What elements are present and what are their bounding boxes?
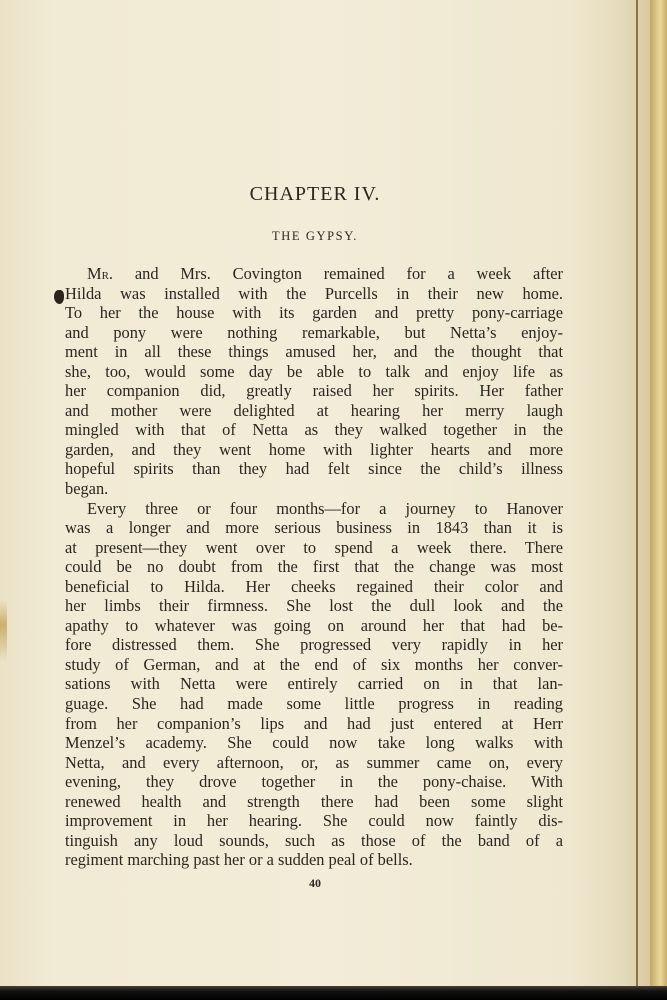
line-text: at present—they went over to spend a week there. There	[65, 537, 563, 557]
line-text: renewed health and strength there had been some slight	[65, 791, 563, 811]
margin-stain	[0, 600, 7, 662]
text-line	[65, 792, 563, 812]
text-line	[65, 714, 563, 734]
line-text: her limbs their firmness. She lost the dull look and the	[65, 596, 563, 616]
text-line	[65, 420, 563, 440]
line-text: Netta, and every afternoon, or, as summer came on, every	[65, 752, 563, 772]
text-line	[65, 772, 563, 792]
text-line	[65, 342, 563, 362]
text-line	[65, 694, 563, 714]
line-text: her companion did, greatly raised her spirits. Her father	[65, 381, 563, 401]
text-line	[65, 733, 563, 753]
body-text	[65, 264, 563, 870]
line-text: beneficial to Hilda. Her cheeks regained their color and	[65, 576, 563, 596]
page-number: 40	[309, 876, 321, 890]
text-line	[65, 401, 563, 421]
line-text: was a longer and more serious business in 1843 than it is	[65, 518, 563, 538]
line-text: began.	[65, 479, 109, 499]
line-text: sations with Netta were entirely carried on in that lan-	[65, 674, 563, 694]
text-line	[65, 538, 563, 558]
line-text: she, too, would some day be able to talk and enjoy life as	[65, 361, 563, 381]
page-edge-line	[636, 0, 638, 986]
text-line	[65, 831, 563, 851]
line-text: from her companion’s lips and had just entered at Herr	[65, 713, 563, 733]
text-line	[65, 557, 563, 577]
line-text: mingled with that of Netta as they walked together in the	[65, 420, 563, 440]
text-line	[65, 596, 563, 616]
chapter-title: CHAPTER IV.	[249, 183, 381, 205]
line-text: study of German, and at the end of six months her conver-	[65, 654, 563, 674]
line-text: evening, they drove together in the pony-chaise. With	[65, 772, 563, 792]
text-line	[65, 850, 563, 870]
line-text: garden, and they went home with lighter hearts and more	[65, 439, 563, 459]
chapter-subtitle: THE GYPSY.	[272, 229, 358, 243]
line-text: and mother were delighted at hearing her merry laugh	[65, 400, 563, 420]
line-text: Hilda was installed with the Purcells in their new home.	[65, 283, 563, 303]
line-text: guage. She had made some little progress in reading	[65, 694, 563, 714]
text-line	[65, 381, 563, 401]
text-line	[65, 674, 563, 694]
text-line	[65, 264, 563, 284]
text-line	[65, 499, 563, 519]
line-text: hopeful spirits than they had felt since the child’s illness	[65, 459, 563, 479]
line-text: To her the house with its garden and pretty pony-carriage	[65, 303, 563, 323]
text-line	[65, 479, 563, 499]
line-text: Menzel’s academy. She could now take long walks with	[65, 733, 563, 753]
line-text: ment in all these things amused her, and the thought that	[65, 342, 563, 362]
small-caps-word: Mr.	[87, 264, 114, 283]
text-line	[65, 459, 563, 479]
line-text: improvement in her hearing. She could now faintly dis-	[65, 811, 563, 831]
ink-blot	[54, 290, 64, 304]
text-line	[65, 811, 563, 831]
line-text: and pony were nothing remarkable, but Netta’s enjoy-	[65, 322, 563, 342]
text-line	[65, 635, 563, 655]
text-line	[65, 518, 563, 538]
line-text: Every three or four months—for a journey to Hanover	[87, 498, 563, 518]
line-text: and Mrs. Covington remained for a week after	[113, 264, 563, 283]
text-line	[65, 616, 563, 636]
scan-bottom-shadow	[0, 986, 667, 1000]
line-text: regiment marching past her or a sudden peal of bells.	[65, 850, 413, 870]
line-text: tinguish any loud sounds, such as those of the band of a	[65, 830, 563, 850]
text-line	[65, 753, 563, 773]
text-line	[65, 303, 563, 323]
text-line	[65, 440, 563, 460]
book-fore-edge	[650, 0, 667, 986]
text-line	[65, 655, 563, 675]
text-line	[65, 284, 563, 304]
line-text: apathy to whatever was going on around her that had be-	[65, 615, 563, 635]
line-text: could be no doubt from the first that the change was most	[65, 557, 563, 577]
text-line	[65, 362, 563, 382]
line-text: fore distressed them. She progressed very rapidly in her	[65, 635, 563, 655]
text-line	[65, 323, 563, 343]
text-line	[65, 577, 563, 597]
